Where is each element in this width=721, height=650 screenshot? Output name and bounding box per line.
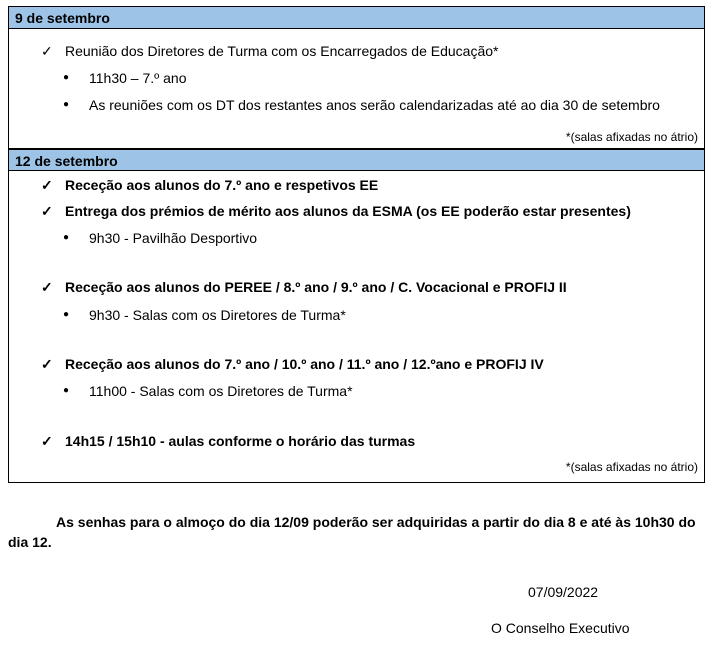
bullet-icon: ● — [63, 232, 70, 243]
bullet-icon: ● — [63, 99, 70, 110]
checkmark-icon: ✓ — [41, 203, 53, 219]
item-text: Receção aos alunos do PEREE / 8.º ano / 9.º ano / C. Vocacional e PROFIJ II — [65, 279, 567, 295]
checkmark-icon: ✓ — [41, 433, 53, 449]
checkmark-icon: ✓ — [41, 177, 53, 193]
note-text: *(salas afixadas no átrio) — [565, 130, 698, 144]
document-date: 07/09/2022 — [528, 584, 599, 600]
item-text: Receção aos alunos do 7.º ano / 10.º ano / 11.º ano / 12.ºano e PROFIJ IV — [65, 356, 544, 372]
checkmark-icon: ✓ — [41, 43, 53, 59]
section-header: 9 de setembro — [9, 7, 704, 29]
note-text: *(salas afixadas no átrio) — [565, 460, 698, 474]
item-text: Reunião dos Diretores de Turma com os Encarregados de Educação* — [65, 43, 499, 59]
bullet-icon: ● — [63, 309, 70, 320]
item-text: 14h15 / 15h10 - aulas conforme o horário das turmas — [65, 433, 416, 449]
signature: O Conselho Executivo — [491, 620, 630, 636]
section-12-setembro — [8, 149, 705, 483]
item-text: Receção aos alunos do 7.º ano e respetivos EE — [65, 177, 379, 193]
bullet-text: 9h30 - Pavilhão Desportivo — [89, 230, 258, 246]
section-header: 12 de setembro — [9, 149, 704, 171]
bullet-icon: ● — [63, 385, 70, 396]
section-9-setembro — [8, 6, 705, 149]
bullet-text: 11h30 – 7.º ano — [89, 70, 187, 86]
bullet-text: As reuniões com os DT dos restantes anos serão calendarizadas até ao dia 30 de setembro — [89, 97, 660, 113]
checkmark-icon: ✓ — [41, 279, 53, 295]
bullet-text: 9h30 - Salas com os Diretores de Turma* — [89, 307, 346, 323]
bullet-icon: ● — [63, 72, 70, 83]
item-text: Entrega dos prémios de mérito aos alunos da ESMA (os EE poderão estar presentes) — [65, 203, 631, 219]
bullet-text: 11h00 - Salas com os Diretores de Turma* — [89, 383, 353, 399]
lunch-tickets-notice: As senhas para o almoço do dia 12/09 poderão ser adquiridas a partir do dia 8 e até às 10h30 do dia 12. — [8, 514, 696, 550]
checkmark-icon: ✓ — [41, 356, 53, 372]
